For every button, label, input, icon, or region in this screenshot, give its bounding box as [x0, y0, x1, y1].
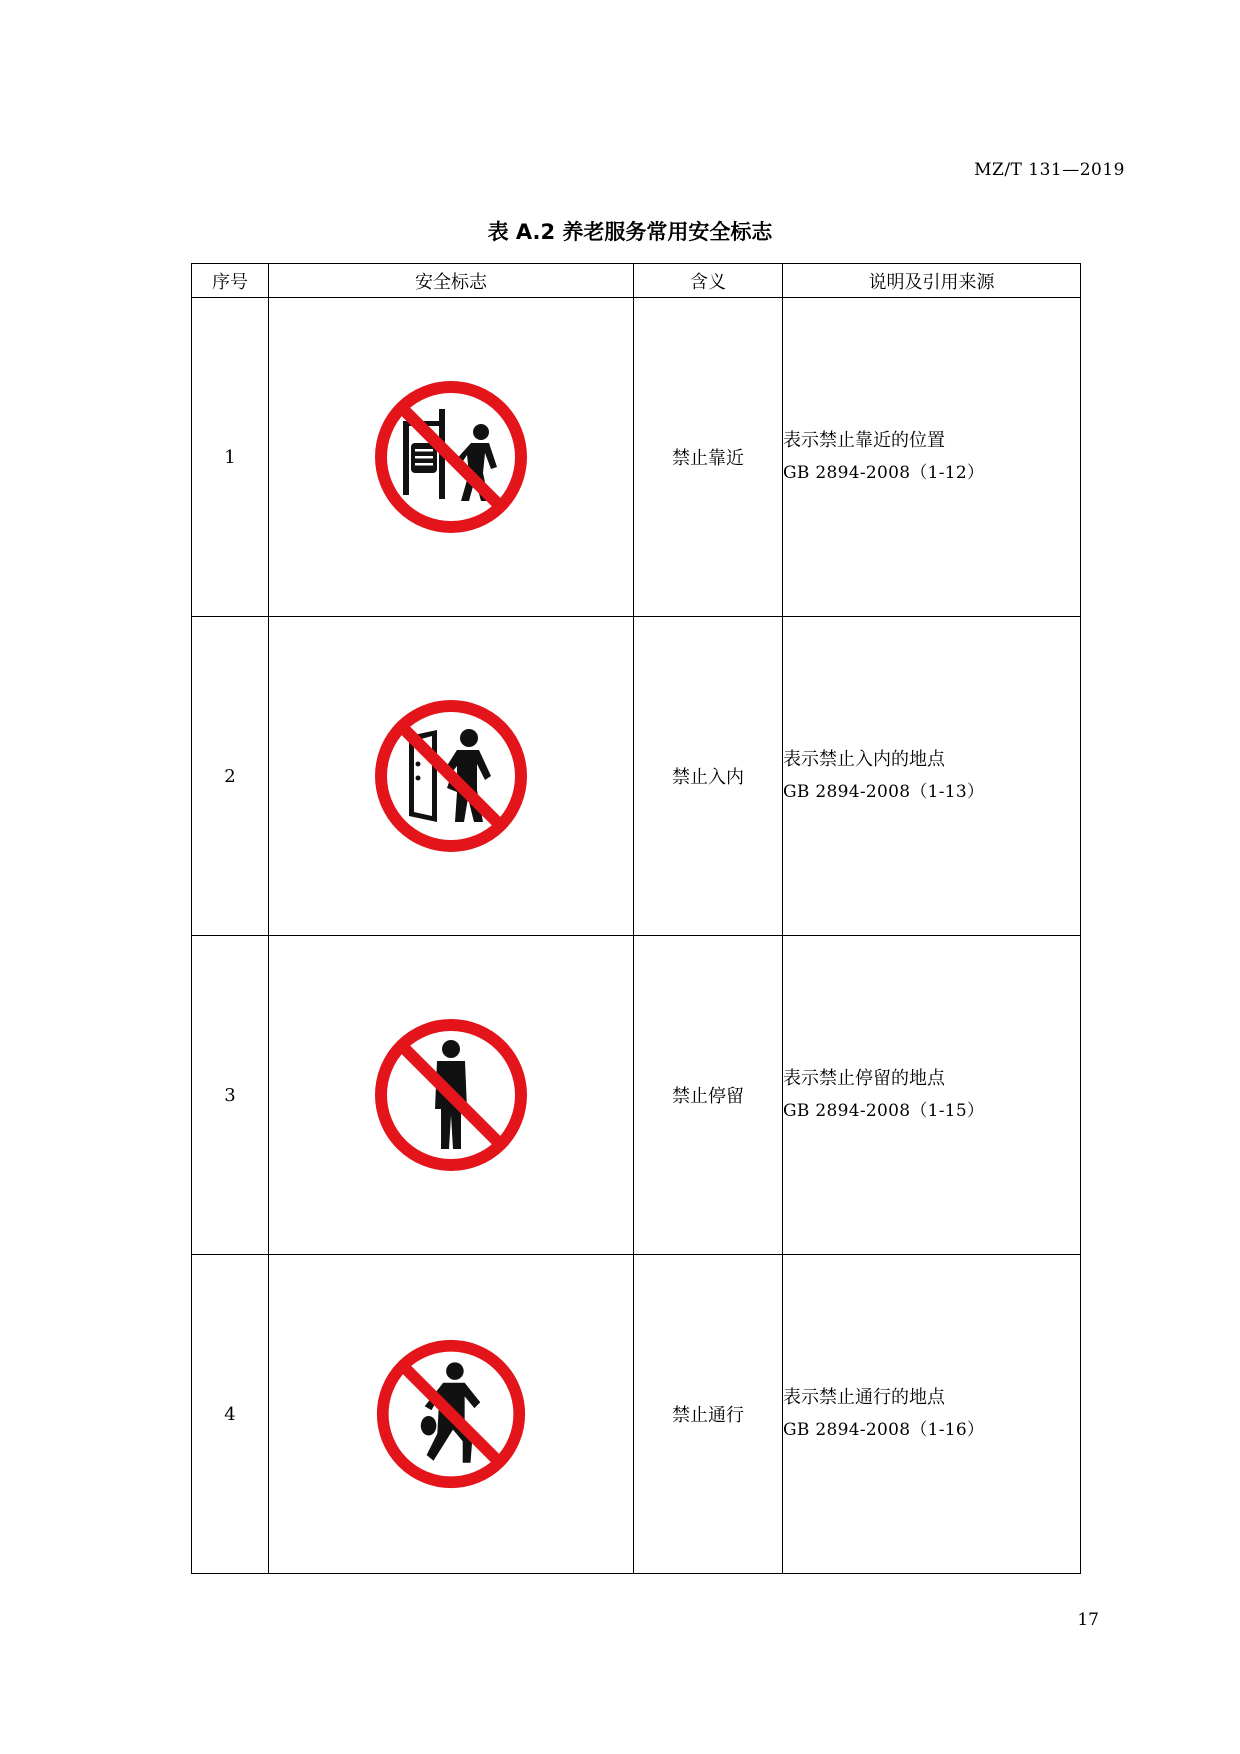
sign-cell — [269, 617, 634, 936]
table-row — [192, 936, 1081, 1255]
description-cell — [783, 936, 1081, 1255]
column-header-number: 序号 — [192, 264, 269, 298]
sign-cell — [269, 1255, 634, 1574]
description-text: 表示禁止入内的地点 — [783, 749, 945, 770]
document-code: MZ/T 131—2019 — [974, 160, 1125, 180]
meaning-cell: 禁止通行 — [634, 1255, 783, 1574]
description-text: 表示禁止停留的地点 — [783, 1068, 945, 1089]
description-cell — [783, 298, 1081, 617]
column-header-description: 说明及引用来源 — [783, 264, 1081, 298]
source-reference: GB 2894-2008（1-15） — [783, 1101, 985, 1121]
table-header-row — [192, 264, 1081, 298]
source-reference: GB 2894-2008（1-12） — [783, 463, 985, 483]
description-cell — [783, 617, 1081, 936]
page-number: 17 — [1077, 1610, 1099, 1630]
meaning-cell: 禁止靠近 — [634, 298, 783, 617]
no-thoroughfare-sign-icon — [373, 1336, 529, 1492]
column-header-sign: 安全标志 — [269, 264, 634, 298]
row-number: 4 — [192, 1255, 269, 1574]
description-cell — [783, 1255, 1081, 1574]
description-text: 表示禁止通行的地点 — [783, 1387, 945, 1408]
no-stopping-sign-icon — [371, 1015, 531, 1175]
sign-cell — [269, 298, 634, 617]
table-row — [192, 298, 1081, 617]
no-approach-sign-icon — [371, 377, 531, 537]
safety-signs-table — [191, 263, 1081, 1574]
meaning-cell: 禁止停留 — [634, 936, 783, 1255]
table-row — [192, 1255, 1081, 1574]
row-number: 1 — [192, 298, 269, 617]
table-title: 表 A.2 养老服务常用安全标志 — [487, 220, 773, 244]
table-row — [192, 617, 1081, 936]
meaning-cell: 禁止入内 — [634, 617, 783, 936]
source-reference: GB 2894-2008（1-13） — [783, 782, 985, 802]
no-entry-sign-icon — [371, 696, 531, 856]
column-header-meaning: 含义 — [634, 264, 783, 298]
description-text: 表示禁止靠近的位置 — [783, 430, 945, 451]
source-reference: GB 2894-2008（1-16） — [783, 1420, 985, 1440]
sign-cell — [269, 936, 634, 1255]
row-number: 3 — [192, 936, 269, 1255]
row-number: 2 — [192, 617, 269, 936]
